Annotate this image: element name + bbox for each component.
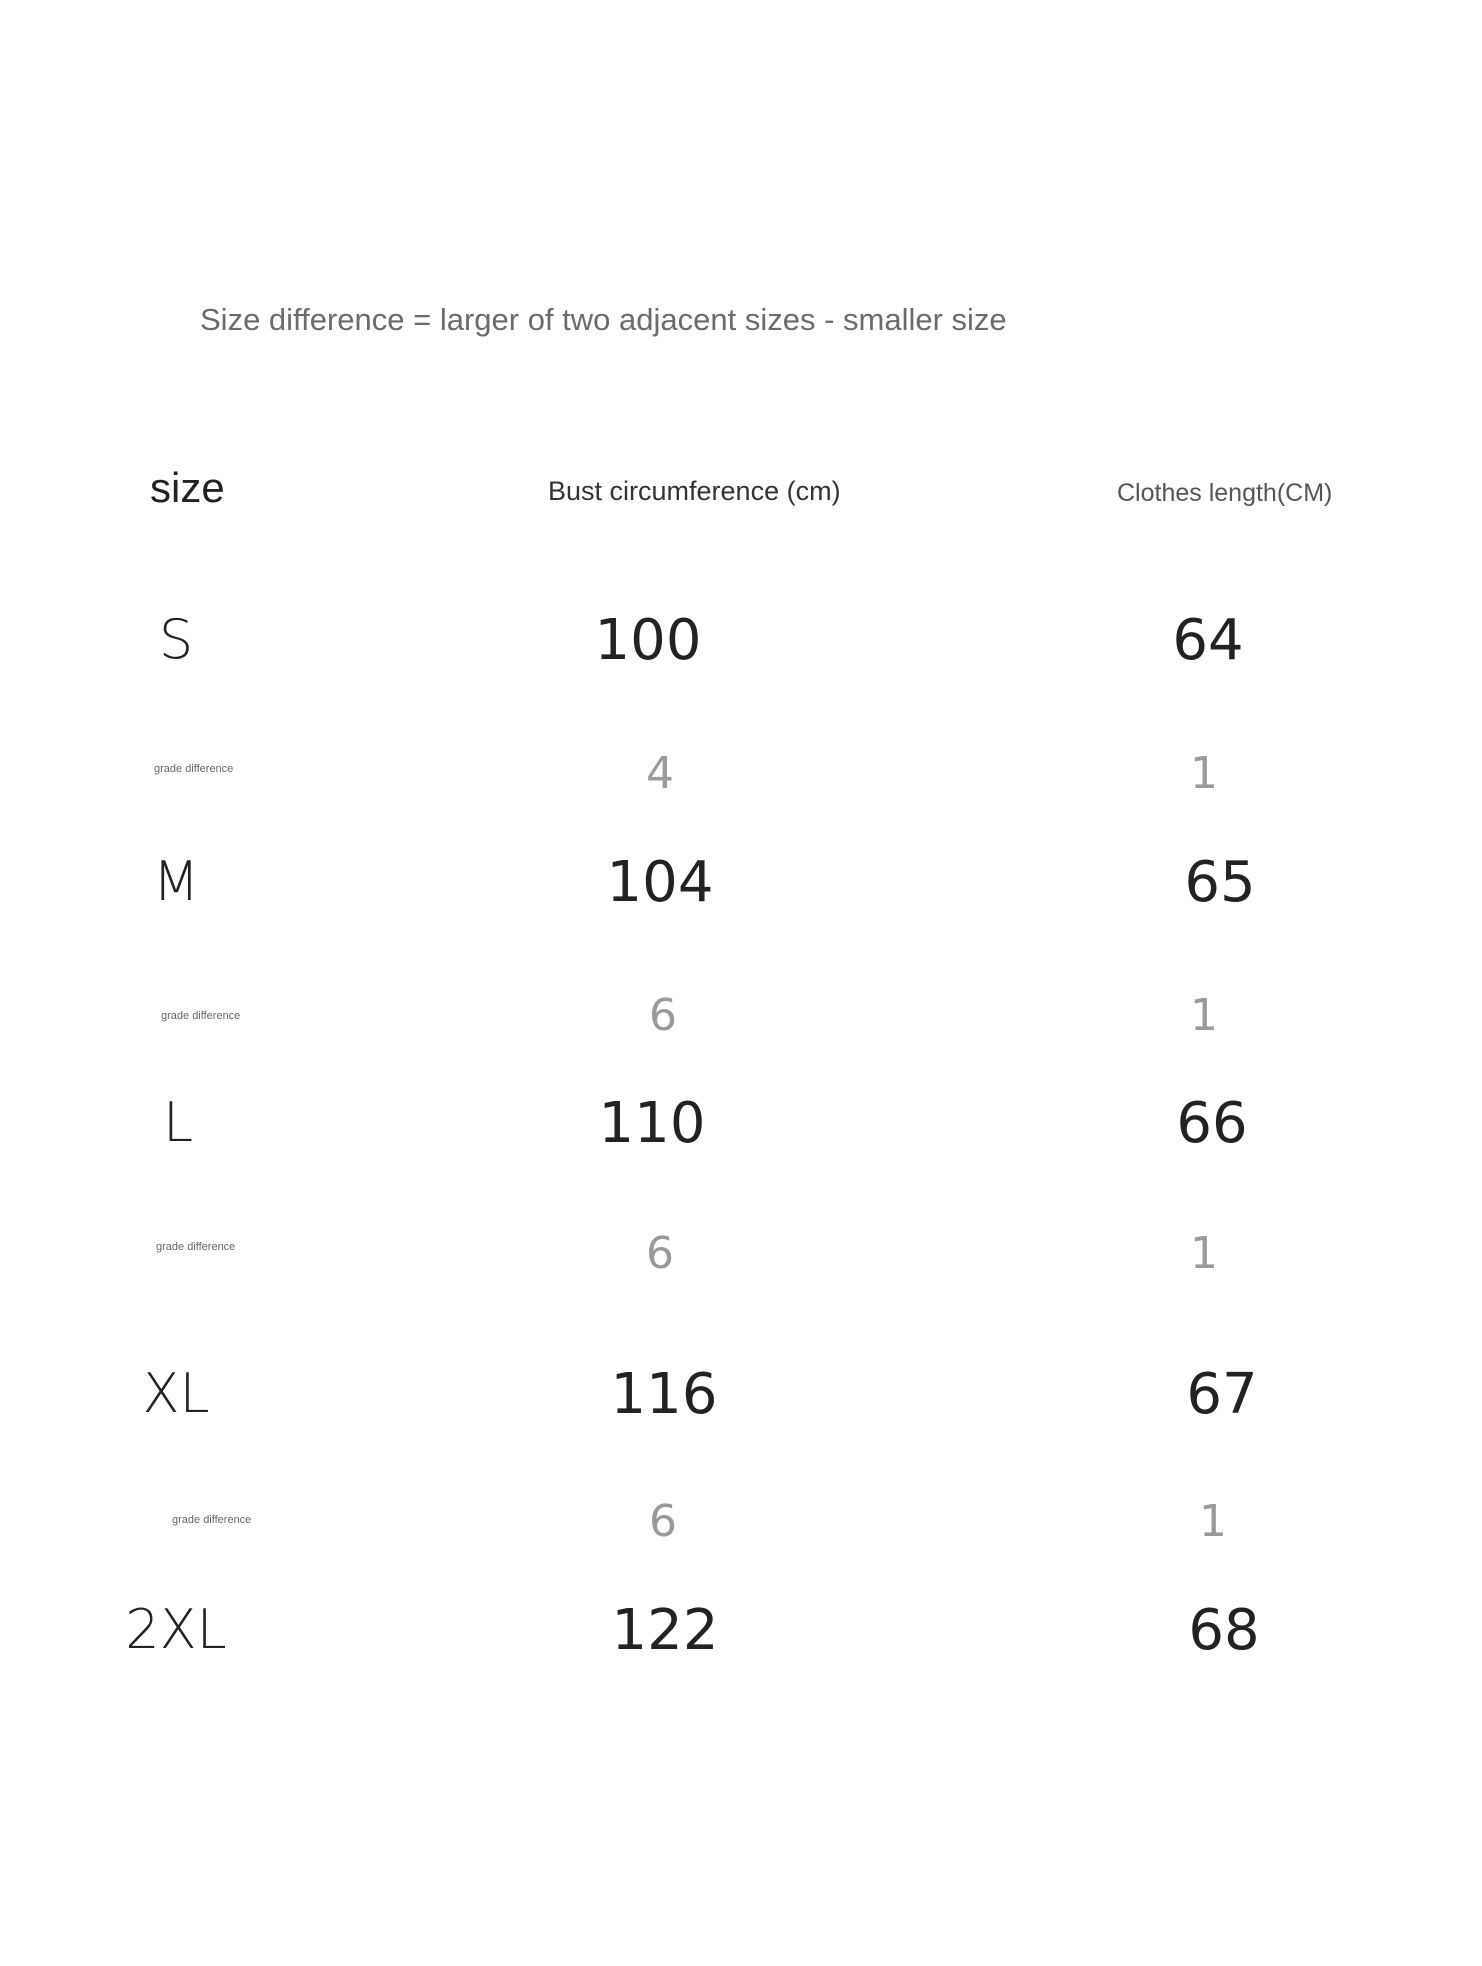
bust-value: 122 <box>611 1598 719 1663</box>
bust-grade-value: 4 <box>646 748 674 799</box>
bust-column-header: Bust circumference (cm) <box>548 476 841 506</box>
length-value: 65 <box>1184 850 1256 915</box>
bust-value: 104 <box>606 850 714 915</box>
size-column-header: size <box>150 464 225 511</box>
grade-difference-label: grade difference <box>172 1514 252 1526</box>
length-value: 64 <box>1172 608 1244 673</box>
length-grade-value: 1 <box>1199 1496 1227 1547</box>
size-difference-note: Size difference = larger of two adjacent sizes - smaller size <box>200 302 1007 337</box>
length-value: 67 <box>1186 1362 1258 1427</box>
grade-difference-label: grade difference <box>154 763 234 775</box>
bust-grade-value: 6 <box>649 1496 677 1547</box>
bust-value: 116 <box>610 1362 718 1427</box>
length-value: 68 <box>1188 1598 1260 1663</box>
length-grade-value: 1 <box>1190 748 1218 799</box>
size-label: M <box>152 850 200 913</box>
grade-difference-label: grade difference <box>161 1010 241 1022</box>
length-grade-value: 1 <box>1190 1228 1218 1279</box>
bust-value: 110 <box>598 1091 706 1156</box>
grade-difference-label: grade difference <box>156 1241 236 1253</box>
size-label: XL <box>142 1362 210 1425</box>
size-label: L <box>162 1091 194 1154</box>
size-label: S <box>158 608 194 671</box>
bust-grade-value: 6 <box>649 990 677 1041</box>
length-grade-value: 1 <box>1190 990 1218 1041</box>
length-value: 66 <box>1176 1091 1248 1156</box>
length-column-header: Clothes length(CM) <box>1117 479 1333 507</box>
bust-grade-value: 6 <box>646 1228 674 1279</box>
size-label: 2XL <box>125 1598 227 1661</box>
bust-value: 100 <box>594 608 702 673</box>
